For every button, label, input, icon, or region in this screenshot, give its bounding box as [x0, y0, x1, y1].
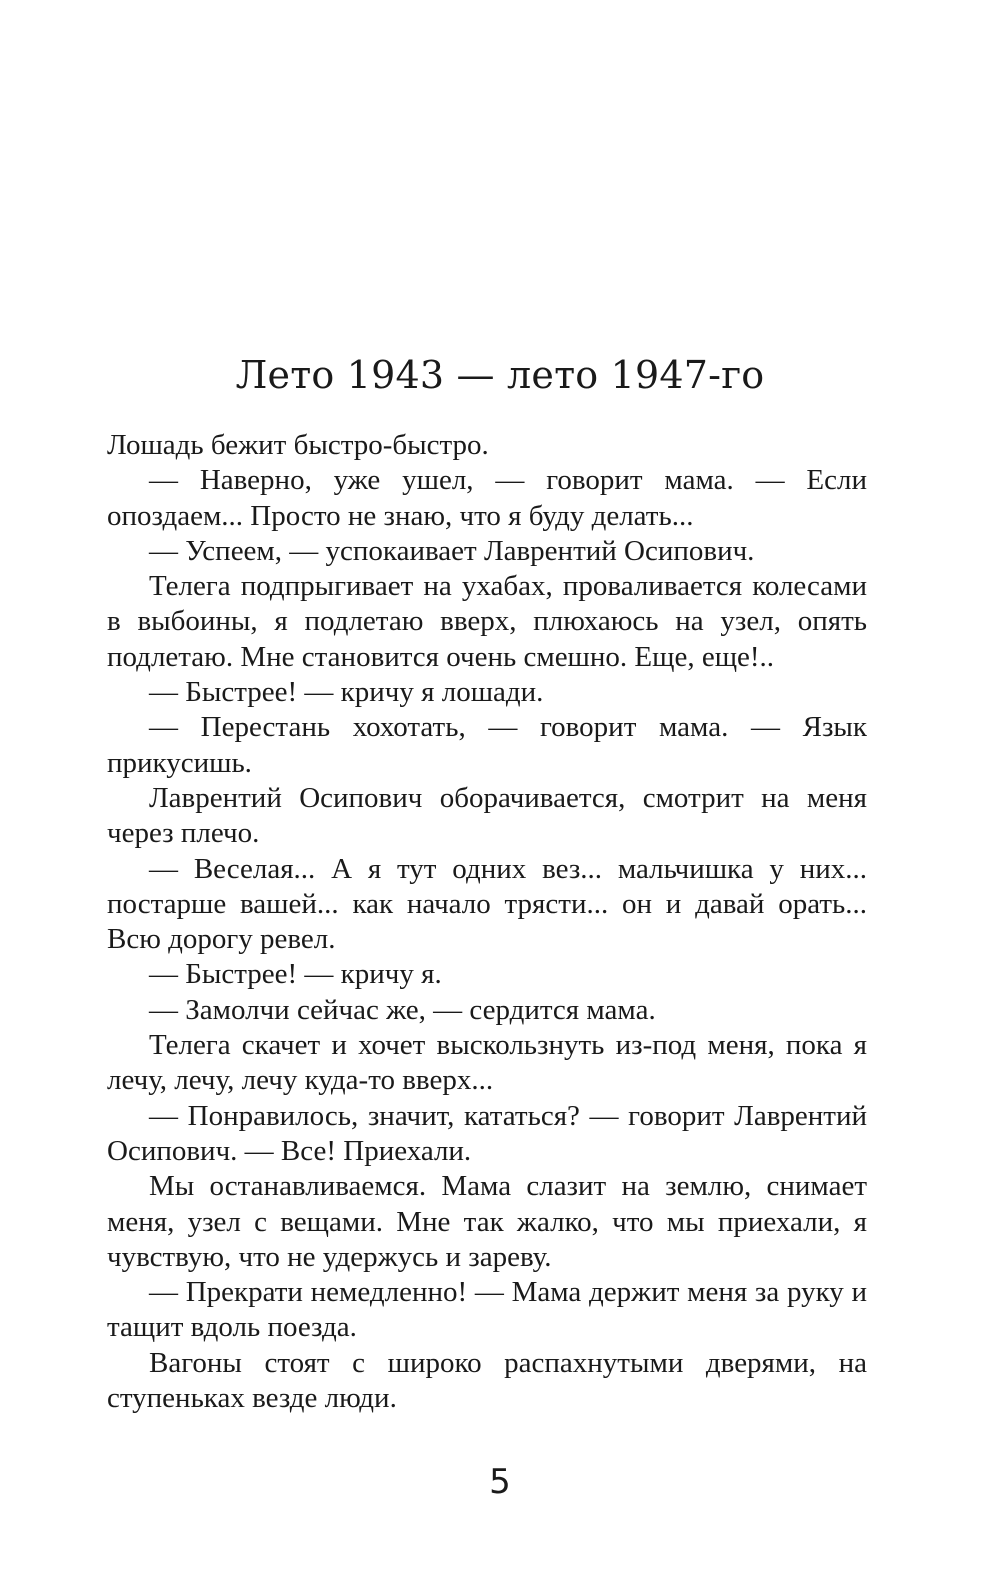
paragraph: Вагоны стоят с широко распахнутыми дверями, на ступеньках везде люди. [107, 1346, 867, 1415]
paragraph: Телега скачет и хочет выскользнуть из-под меня, пока я лечу, лечу, лечу куда-то вверх... [107, 1029, 867, 1097]
paragraph: — Быстрее! — кричу я лошади. [149, 676, 544, 709]
paragraph: Лаврентий Осипович оборачивается, смотрит на меня через плечо. [107, 781, 867, 850]
paragraph: — Понравилось, значит, кататься? — говорит Лаврентий Осипович. — Все! Приехали. [107, 1099, 867, 1167]
chapter-title: Лето 1943 — лето 1947-го [235, 353, 765, 397]
paragraph: — Наверно, уже ушел, — говорит мама. — Если опоздаем... Просто не знаю, что я буду делать... [107, 464, 867, 532]
paragraph: Телега подпрыгивает на ухабах, проваливается колесами в выбоины, я подлетаю вверх, плюхаюсь на узел, опять подлетаю. Мне становится очень смешно. Еще, еще!.. [107, 570, 867, 673]
paragraph: — Веселая... А я тут одних вез... мальчишка у них... постарше вашей... как начало трясти... он и давай орать... Всю дорогу ревел. [107, 852, 867, 956]
paragraph: Мы останавливаемся. Мама слазит на землю, снимает меня, узел с вещами. Мне так жалко, что мы приехали, я чувствую, что не удержусь и зареву. [107, 1170, 867, 1273]
paragraph: Лошадь бежит быстро-быстро. [107, 429, 489, 461]
paragraph: — Перестань хохотать, — говорит мама. — Язык прикусишь. [107, 711, 867, 779]
paragraph: — Замолчи сейчас же, — сердится мама. [149, 993, 656, 1026]
page-number: 5 [489, 1462, 511, 1502]
body-text [107, 428, 867, 1416]
paragraph: — Прекрати немедленно! — Мама держит меня за руку и тащит вдоль поезда. [107, 1276, 867, 1344]
paragraph: — Быстрее! — кричу я. [149, 958, 442, 991]
paragraph: — Успеем, — успокаивает Лаврентий Осипович. [149, 534, 755, 567]
